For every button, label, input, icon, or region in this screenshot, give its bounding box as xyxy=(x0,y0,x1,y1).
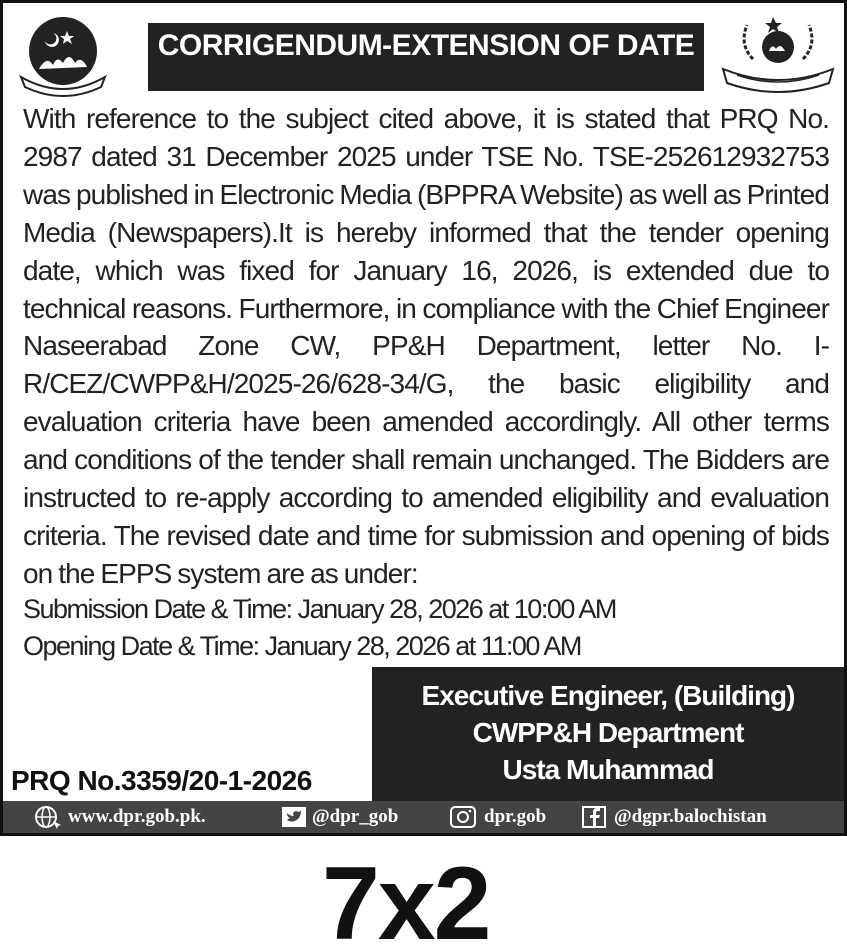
signature-designation: Executive Engineer, (Building) xyxy=(421,680,795,711)
facebook-icon xyxy=(581,806,609,828)
balochistan-govt-logo-icon xyxy=(15,11,111,97)
footer-twitter-text: @dpr_gob xyxy=(312,806,399,827)
page-title: CORRIGENDUM-EXTENSION OF DATE xyxy=(157,29,695,62)
footer-instagram[interactable] xyxy=(449,805,546,829)
dpr-emblem-icon xyxy=(719,13,837,93)
ad-size-label: 7x2 xyxy=(322,846,490,946)
opening-date-line: Opening Date & Time: January 28, 2026 at 11:00 AM xyxy=(23,631,581,661)
notice-paragraph: With reference to the subject cited above, it is stated that PRQ No. 2987 dated 31 December 2025 under TSE No. TSE-252612932753 was published in Electronic Media (BPPRA Website) as well as Printed Media (Newspapers).It is hereby informed that the tender opening date, which was fixed for January 16, 2026, is extended due to technical reasons. Furthermore, in compliance with the Chief Engineer Naseerabad Zone CW, PP&H Department, letter No. I-R/CEZ/CWPP&H/2025-26/628-34/G, the basic eligibility and evaluation criteria have been amended accordingly. All other terms and conditions of the tender shall remain unchanged. The Bidders are instructed to re-apply according to amended eligibility and evaluation criteria. The revised date and time for submission and opening of bids on the EPPS system are as under: xyxy=(23,103,830,589)
signature-department: CWPP&H Department xyxy=(472,717,744,748)
footer-facebook[interactable] xyxy=(581,805,767,829)
prq-number: PRQ No.3359/20-1-2026 xyxy=(11,765,312,796)
footer-instagram-text: dpr.gob xyxy=(484,806,547,827)
submission-date-line: Submission Date & Time: January 28, 2026 at 10:00 AM xyxy=(23,594,616,624)
footer-bar xyxy=(3,801,847,833)
title-bar xyxy=(148,23,704,91)
footer-website-text: www.dpr.gob.pk. xyxy=(68,806,206,827)
signature-block xyxy=(372,667,844,801)
footer-twitter[interactable] xyxy=(281,805,398,829)
footer-website[interactable] xyxy=(33,805,206,829)
instagram-icon xyxy=(449,806,479,828)
signature-location: Usta Muhammad xyxy=(502,754,714,785)
footer-facebook-text: @dgpr.balochistan xyxy=(614,806,767,827)
twitter-icon xyxy=(281,806,307,828)
globe-icon xyxy=(33,805,63,829)
